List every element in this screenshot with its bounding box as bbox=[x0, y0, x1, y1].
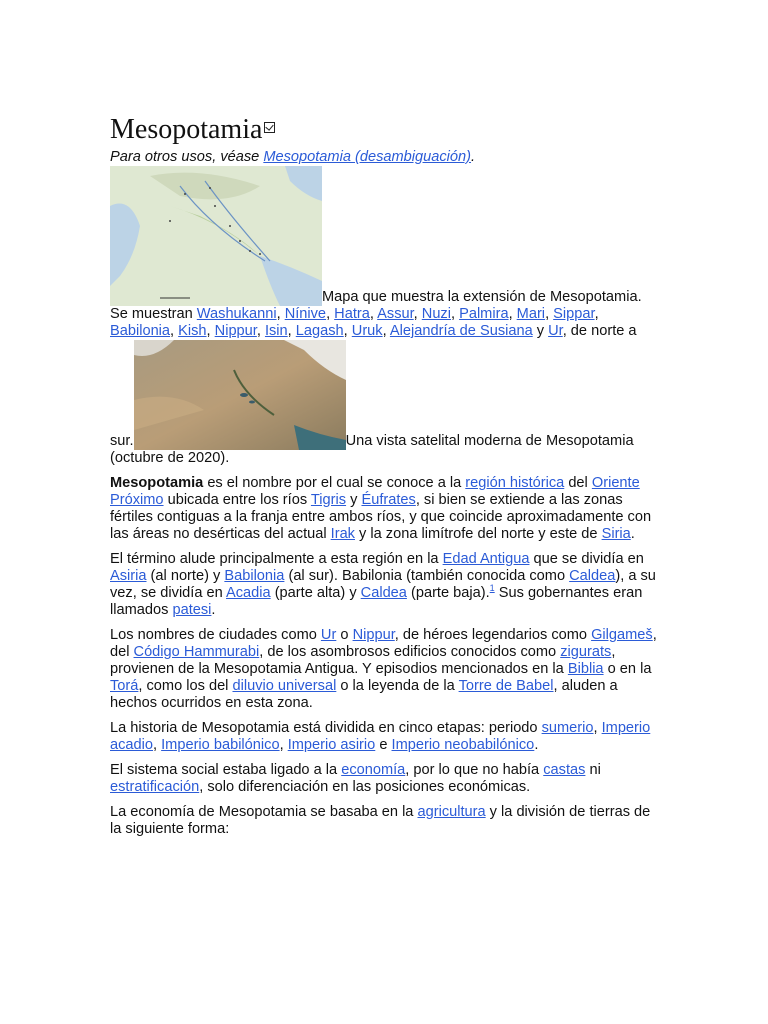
link-patesi[interactable]: patesi bbox=[172, 602, 212, 618]
paragraph-intro: Mesopotamia es el nombre por el cual se conoce a la región histórica del Oriente Próximo ubicada entre los ríos Tigris y Éufrates, si bien se extiende a las zonas fértiles contiguas a la franja entre ambos ríos, y que coincide aproximadamente con las áreas no desérticas del actual Irak y la zona limítrofe del norte y este de Siria. bbox=[110, 475, 652, 542]
paragraph-termino: El término alude principalmente a esta región en la Edad Antigua que se dividía en Asiria (al norte) y Babilonia (al sur). Babilonia (también conocida como Caldea), a su vez, se dividía en Acadia (parte alta) y Caldea (parte baja).$^1$ Sus gobernantes eran llamados patesi. bbox=[110, 551, 656, 618]
satellite-image bbox=[134, 340, 346, 450]
link-eufrates[interactable]: Éufrates bbox=[361, 492, 416, 508]
place-link[interactable]: Hatra bbox=[334, 306, 370, 322]
link-gilgames[interactable]: Gilgameš bbox=[591, 627, 653, 643]
link-imperio-babilonico[interactable]: Imperio babilónico bbox=[161, 737, 280, 753]
map-figure: Mapa que muestra la extensión de Mesopotamia. Se muestran Washukanni, Nínive, Hatra, Assur, Nuzi, Palmira, Mari, Sippar, Babilonia, Kish, Nippur, Isin, Lagash, Uruk, Alejandría de Susiana y Ur, de norte a sur. Una vista satelital moderna de Mesopotamia (octubre de 2020). bbox=[110, 166, 658, 467]
link-tigris[interactable]: Tigris bbox=[310, 492, 347, 508]
link-asiria[interactable]: Asiria bbox=[110, 568, 147, 584]
link-economia[interactable]: economía bbox=[341, 762, 406, 778]
page-title: Mesopotamia bbox=[110, 112, 658, 148]
place-links: Washukanni, Nínive, Hatra, Assur, Nuzi, Palmira, Mari, Sippar, Babilonia, Kish, Nippur, Isin, Lagash, Uruk, Alejandría de Susiana y Ur bbox=[110, 306, 599, 339]
link-imperio-asirio[interactable]: Imperio asirio bbox=[287, 737, 376, 753]
link-biblia[interactable]: Biblia bbox=[567, 661, 604, 677]
link-torre-de-babel[interactable]: Torre de Babel bbox=[458, 678, 554, 694]
place-link[interactable]: Lagash bbox=[295, 323, 344, 339]
link-zigurats[interactable]: zigurats bbox=[560, 644, 612, 660]
paragraph-sistema-social: El sistema social estaba ligado a la economía, por lo que no había castas ni estratificación, solo diferenciación en las posiciones económicas. bbox=[110, 762, 601, 795]
link-irak[interactable]: Irak bbox=[330, 526, 355, 542]
link-agricultura[interactable]: agricultura bbox=[417, 804, 486, 820]
place-link[interactable]: Isin bbox=[264, 323, 288, 339]
external-link-icon[interactable] bbox=[264, 122, 275, 133]
paragraph-economia: La economía de Mesopotamia se basaba en la agricultura y la división de tierras de la siguiente forma: bbox=[110, 804, 651, 837]
place-link[interactable]: Uruk bbox=[351, 323, 383, 339]
place-link[interactable]: Nínive bbox=[284, 306, 327, 322]
reference-link[interactable]: 1 bbox=[489, 583, 495, 593]
link-ur[interactable]: Ur bbox=[320, 627, 337, 643]
place-link[interactable]: Washukanni bbox=[196, 306, 277, 322]
place-link[interactable]: Palmira bbox=[459, 306, 509, 322]
place-link[interactable]: Ur bbox=[548, 323, 563, 339]
place-link[interactable]: Alejandría de Susiana bbox=[389, 323, 533, 339]
link-nippur[interactable]: Nippur bbox=[352, 627, 395, 643]
link-tora[interactable]: Torá bbox=[110, 678, 139, 694]
link-oriente-proximo[interactable]: Oriente Próximo bbox=[110, 475, 640, 508]
link-babilonia[interactable]: Babilonia bbox=[224, 568, 285, 584]
place-link[interactable]: Assur bbox=[377, 306, 414, 322]
link-diluvio-universal[interactable]: diluvio universal bbox=[232, 678, 337, 694]
place-link[interactable]: Babilonia bbox=[110, 323, 171, 339]
link-imperio-neobabilonico[interactable]: Imperio neobabilónico bbox=[391, 737, 535, 753]
link-castas[interactable]: castas bbox=[543, 762, 586, 778]
link-edad-antigua[interactable]: Edad Antigua bbox=[442, 551, 530, 567]
link-region-historica[interactable]: región histórica bbox=[465, 475, 565, 491]
place-link[interactable]: Nippur bbox=[214, 323, 257, 339]
link-acadia[interactable]: Acadia bbox=[226, 585, 271, 601]
link-imperio-acadio[interactable]: Imperio acadio bbox=[110, 720, 651, 753]
hatnote: Para otros usos, véase Mesopotamia (desambiguación). bbox=[110, 149, 476, 165]
place-link[interactable]: Mari bbox=[516, 306, 546, 322]
article bbox=[110, 112, 658, 846]
link-sumerio[interactable]: sumerio bbox=[541, 720, 594, 736]
place-link[interactable]: Kish bbox=[178, 323, 207, 339]
link-caldea-2[interactable]: Caldea bbox=[360, 585, 407, 601]
link-codigo-hammurabi[interactable]: Código Hammurabi bbox=[133, 644, 260, 660]
place-link[interactable]: Sippar bbox=[553, 306, 595, 322]
mesopotamia-map-image bbox=[110, 166, 322, 306]
paragraph-historia: La historia de Mesopotamia está dividida en cinco etapas: periodo sumerio, Imperio acadio, Imperio babilónico, Imperio asirio e Imperio neobabilónico. bbox=[110, 720, 651, 753]
disambiguation-link[interactable]: Mesopotamia (desambiguación) bbox=[263, 149, 471, 165]
place-link[interactable]: Nuzi bbox=[421, 306, 451, 322]
link-caldea[interactable]: Caldea bbox=[569, 568, 616, 584]
link-siria[interactable]: Siria bbox=[601, 526, 631, 542]
link-estratificacion[interactable]: estratificación bbox=[110, 779, 200, 795]
paragraph-nombres: Los nombres de ciudades como Ur o Nippur, de héroes legendarios como Gilgameš, del Código Hammurabi, de los asombrosos edificios conocidos como zigurats, provienen de la Mesopotamia Antigua. Y episodios mencionados en la Biblia o en la Torá, como los del diluvio universal o la leyenda de la Torre de Babel, aluden a hechos ocurridos en esta zona. bbox=[110, 627, 657, 711]
